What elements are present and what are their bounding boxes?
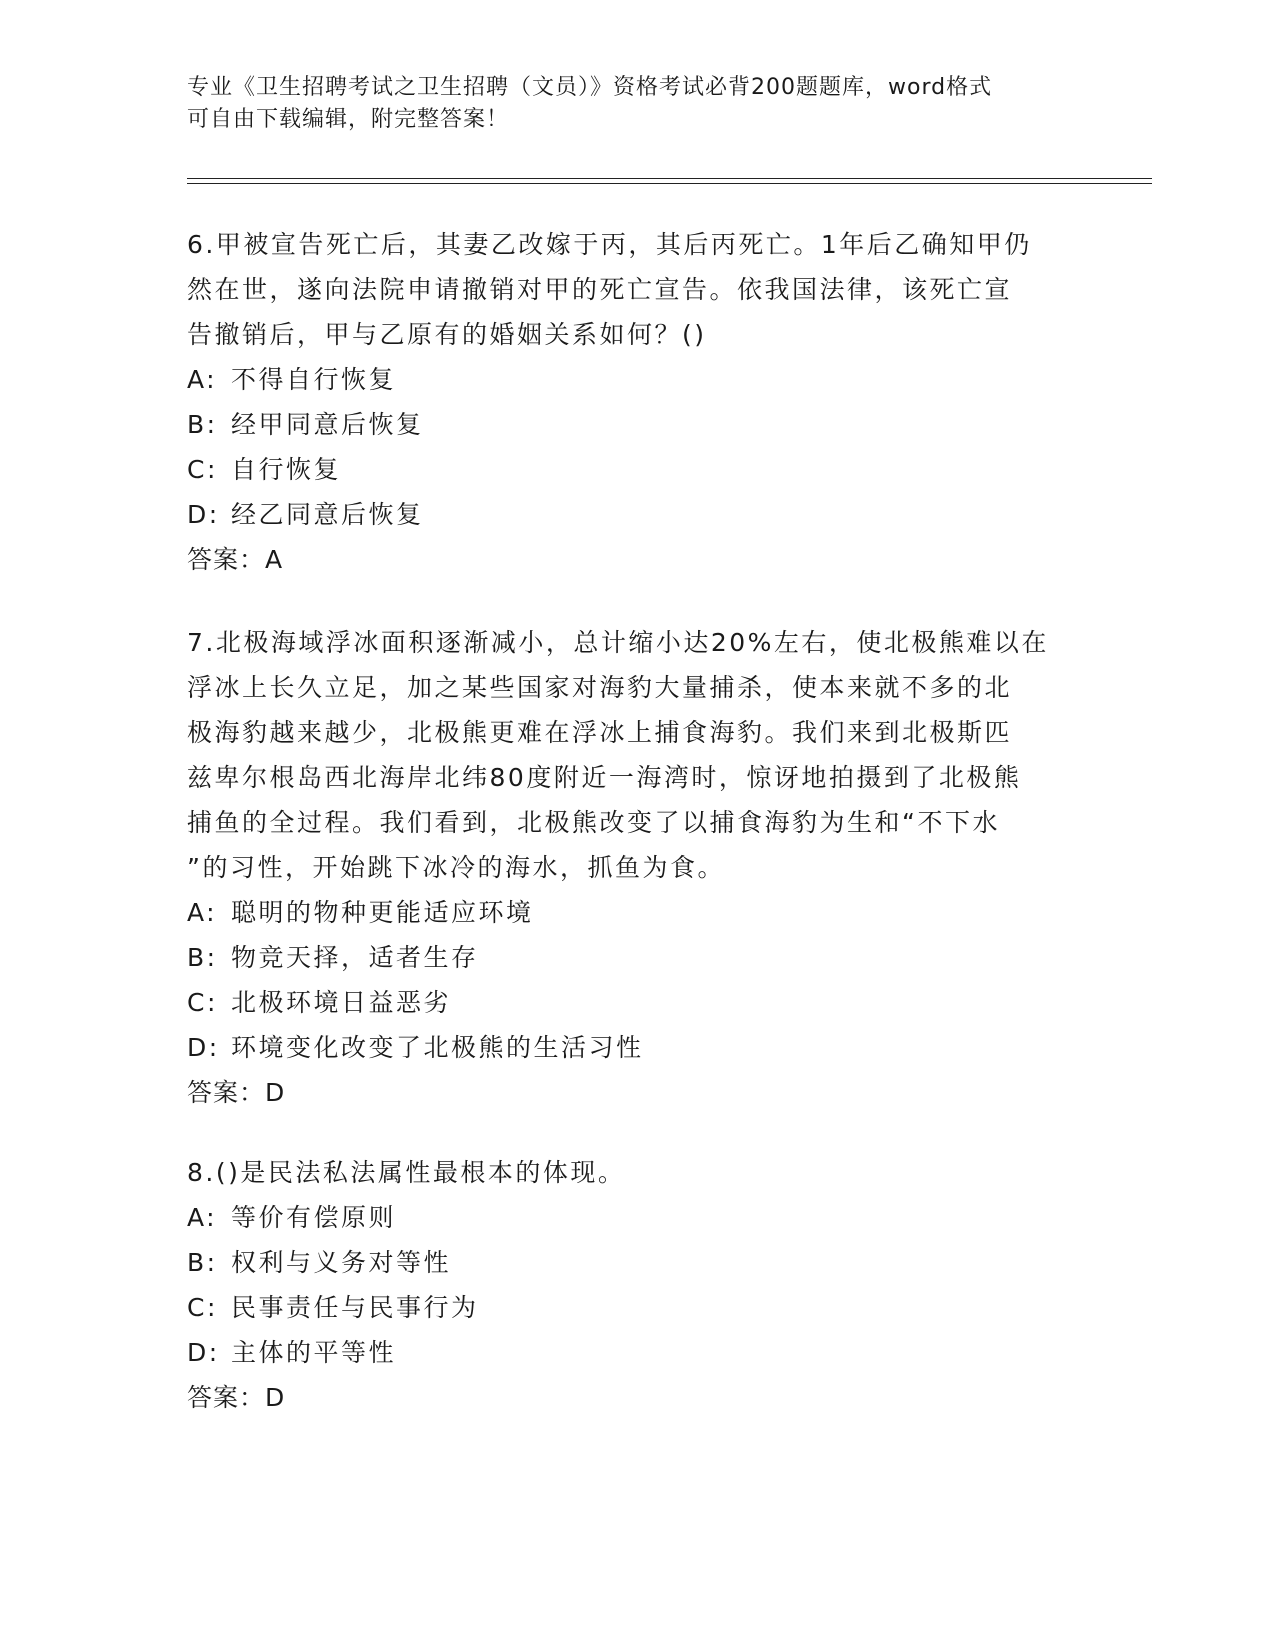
question-stem-line: 兹卑尔根岛西北海岸北纬80度附近一海湾时，惊讶地拍摄到了北极熊 <box>187 763 1022 792</box>
header-divider-bottom <box>187 183 1152 184</box>
option-a <box>187 890 1087 935</box>
option-letter: C: <box>187 1293 218 1322</box>
option-text: 权利与义务对等性 <box>231 1248 452 1277</box>
option-b <box>187 935 1087 980</box>
option-text: 经甲同意后恢复 <box>231 410 424 439</box>
header-line-2: 可自由下载编辑，附完整答案！ <box>187 107 510 132</box>
option-d <box>187 1330 1087 1375</box>
option-text: 等价有偿原则 <box>231 1203 397 1232</box>
question-7 <box>187 620 1087 1115</box>
option-d <box>187 1025 1087 1070</box>
option-c <box>187 980 1087 1025</box>
option-text: 经乙同意后恢复 <box>231 500 424 529</box>
option-a <box>187 357 1087 402</box>
question-6 <box>187 222 1087 582</box>
question-stem-line: 8.()是民法私法属性最根本的体现。 <box>187 1158 626 1187</box>
option-letter: C: <box>187 988 218 1017</box>
option-letter: D: <box>187 1338 220 1367</box>
option-text: 主体的平等性 <box>231 1338 397 1367</box>
question-stem-line: 告撤销后，甲与乙原有的婚姻关系如何？() <box>187 320 707 349</box>
option-c <box>187 1285 1087 1330</box>
option-text: 聪明的物种更能适应环境 <box>231 898 534 927</box>
option-c <box>187 447 1087 492</box>
option-letter: A: <box>187 898 218 927</box>
option-letter: D: <box>187 1033 220 1062</box>
answer-line: 答案：A <box>187 545 284 574</box>
question-stem-line: ”的习性，开始跳下冰冷的海水，抓鱼为食。 <box>187 853 725 882</box>
option-letter: A: <box>187 1203 218 1232</box>
option-letter: B: <box>187 410 218 439</box>
question-stem-line: 然在世，遂向法院申请撤销对甲的死亡宣告。依我国法律，该死亡宣 <box>187 275 1013 304</box>
header-line-1: 专业《卫生招聘考试之卫生招聘（文员）》资格考试必背200题题库，word格式 <box>187 75 993 100</box>
option-text: 不得自行恢复 <box>231 365 397 394</box>
answer-line: 答案：D <box>187 1078 286 1107</box>
option-text: 北极环境日益恶劣 <box>231 988 452 1017</box>
option-a <box>187 1195 1087 1240</box>
option-letter: A: <box>187 365 218 394</box>
option-b <box>187 1240 1087 1285</box>
option-d <box>187 492 1087 537</box>
question-stem-line: 6.甲被宣告死亡后，其妻乙改嫁于丙，其后丙死亡。1年后乙确知甲仍 <box>187 230 1032 259</box>
option-text: 自行恢复 <box>231 455 342 484</box>
question-8 <box>187 1150 1087 1420</box>
question-stem-line: 浮冰上长久立足，加之某些国家对海豹大量捕杀，使本来就不多的北 <box>187 673 1013 702</box>
option-letter: C: <box>187 455 218 484</box>
option-letter: B: <box>187 943 218 972</box>
question-stem-line: 捕鱼的全过程。我们看到，北极熊改变了以捕食海豹为生和“不下水 <box>187 808 1000 837</box>
option-text: 物竞天择，适者生存 <box>231 943 479 972</box>
question-stem-line: 7.北极海域浮冰面积逐渐减小，总计缩小达20%左右，使北极熊难以在 <box>187 628 1049 657</box>
option-b <box>187 402 1087 447</box>
option-text: 民事责任与民事行为 <box>231 1293 479 1322</box>
document-header <box>187 72 1087 136</box>
question-stem-line: 极海豹越来越少，北极熊更难在浮冰上捕食海豹。我们来到北极斯匹 <box>187 718 1013 747</box>
header-divider-top <box>187 178 1152 179</box>
answer-line: 答案：D <box>187 1383 286 1412</box>
option-letter: D: <box>187 500 220 529</box>
option-letter: B: <box>187 1248 218 1277</box>
option-text: 环境变化改变了北极熊的生活习性 <box>231 1033 644 1062</box>
